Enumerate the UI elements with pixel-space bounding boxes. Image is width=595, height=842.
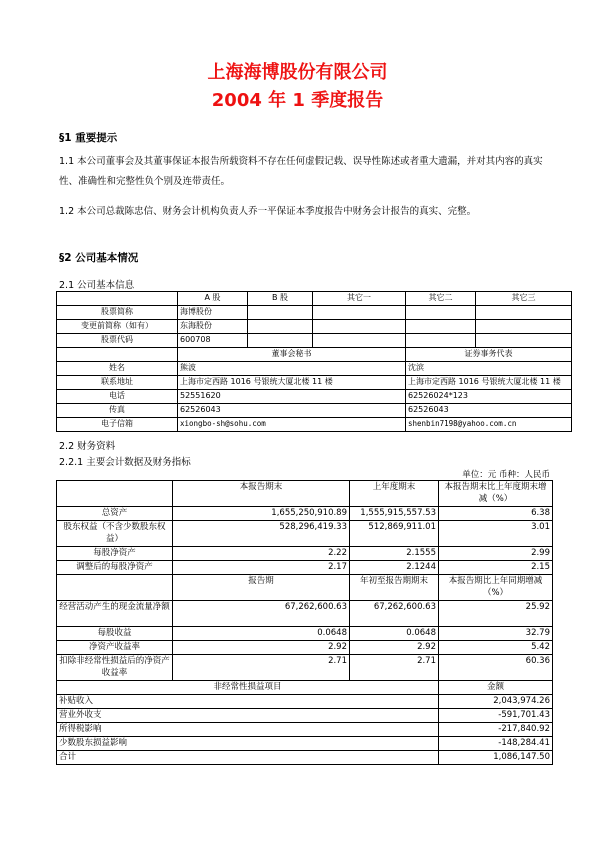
nonrec-amount: 2,043,974.26 — [439, 695, 553, 709]
email-label: 电子信箱 — [57, 418, 178, 432]
col-other-1: 其它一 — [313, 292, 406, 306]
currency-unit-note: 单位：元 币种：人民币 — [462, 470, 550, 480]
row-change: 6.38 — [439, 507, 553, 521]
paragraph-1-1: 1.1 本公司董事会及其董事保证本报告所载资料不存在任何虚假记载、误导性陈述或者重大遗漏，并对其内容的真实性、准确性和完整性负个别及连带责任。 — [59, 156, 543, 187]
rep-fax: 62526043 — [406, 404, 572, 418]
header-nonrecurring-items: 非经常性损益项目 — [57, 681, 439, 695]
nonrec-label: 所得税影响 — [57, 723, 439, 737]
phone-label: 电话 — [57, 390, 178, 404]
col-other-2: 其它二 — [406, 292, 476, 306]
financial-indicators-table — [56, 480, 553, 765]
address-label: 联系地址 — [57, 376, 178, 390]
col-a-share: A 股 — [178, 292, 248, 306]
prev-name-label: 变更前简称（如有） — [57, 320, 178, 334]
row-change: 2.15 — [439, 561, 553, 575]
row-change: 60.36 — [439, 655, 553, 681]
secretary-fax: 62526043 — [178, 404, 406, 418]
row-prev: 0.0648 — [350, 627, 439, 641]
row-label: 调整后的每股净资产 — [57, 561, 173, 575]
row-prev: 512,869,911.01 — [350, 521, 439, 547]
rep-email: shenbin7198@yahoo.com.cn — [406, 418, 572, 432]
col-b-share: B 股 — [248, 292, 313, 306]
row-label: 扣除非经常性损益后的净资产收益率 — [57, 655, 173, 681]
row-change: 5.42 — [439, 641, 553, 655]
row-prev: 2.1244 — [350, 561, 439, 575]
header-change-pct: 本报告期末比上年度期末增减（%） — [439, 481, 553, 507]
secretary-address: 上海市定西路 1016 号银统大厦北楼 11 楼 — [178, 376, 406, 390]
row-prev: 67,262,600.63 — [350, 601, 439, 627]
row-change: 32.79 — [439, 627, 553, 641]
row-current: 2.92 — [173, 641, 350, 655]
fax-label: 传真 — [57, 404, 178, 418]
header-prev-year-end: 上年度期末 — [350, 481, 439, 507]
header-amount: 金额 — [439, 681, 553, 695]
row-current: 528,296,419.33 — [173, 521, 350, 547]
row-label: 经营活动产生的现金流量净额 — [57, 601, 173, 627]
stock-code-label: 股票代码 — [57, 334, 178, 348]
nonrec-label: 少数股东损益影响 — [57, 737, 439, 751]
row-current: 1,655,250,910.89 — [173, 507, 350, 521]
row-current: 67,262,600.63 — [173, 601, 350, 627]
paragraph-1-2: 1.2 本公司总裁陈忠信、财务会计机构负责人乔一平保证本季度报告中财务会计报告的真实、完整。 — [59, 206, 477, 217]
row-prev: 2.92 — [350, 641, 439, 655]
row-prev: 1,555,915,557.53 — [350, 507, 439, 521]
secretary-email: xiongbo-sh@sohu.com — [178, 418, 406, 432]
row-prev: 2.1555 — [350, 547, 439, 561]
nonrec-amount: -217,840.92 — [439, 723, 553, 737]
secretary-phone: 52551620 — [178, 390, 406, 404]
row-current: 2.17 — [173, 561, 350, 575]
header-change-pct-2: 本报告期比上年同期增减（%） — [439, 575, 553, 601]
subsection-2-2: 2.2 财务资料 — [59, 441, 116, 452]
section-2-heading: §2 公司基本情况 — [59, 252, 139, 264]
company-title: 上海海博股份有限公司 — [207, 62, 388, 83]
header-ytd: 年初至报告期期末 — [350, 575, 439, 601]
row-current: 2.22 — [173, 547, 350, 561]
stock-name-label: 股票简称 — [57, 306, 178, 320]
row-label: 总资产 — [57, 507, 173, 521]
nonrec-amount: -148,284.41 — [439, 737, 553, 751]
subsection-2-2-1: 2.2.1 主要会计数据及财务指标 — [59, 457, 191, 468]
row-current: 2.71 — [173, 655, 350, 681]
subsection-2-1: 2.1 公司基本信息 — [59, 280, 135, 291]
company-info-table — [56, 291, 572, 432]
col-other-3: 其它三 — [476, 292, 572, 306]
name-label: 姓名 — [57, 362, 178, 376]
row-label: 净资产收益率 — [57, 641, 173, 655]
rep-header: 证券事务代表 — [406, 348, 572, 362]
nonrec-amount: -591,701.43 — [439, 709, 553, 723]
stock-code-value: 600708 — [178, 334, 248, 348]
secretary-header: 董事会秘书 — [178, 348, 406, 362]
row-label: 股东权益（不含少数股东权益） — [57, 521, 173, 547]
rep-name: 沈滨 — [406, 362, 572, 376]
prev-name-value: 东海股份 — [178, 320, 248, 334]
nonrec-label: 营业外收支 — [57, 709, 439, 723]
rep-phone: 62526024*123 — [406, 390, 572, 404]
row-change: 2.99 — [439, 547, 553, 561]
nonrec-label: 合计 — [57, 751, 439, 765]
nonrec-label: 补贴收入 — [57, 695, 439, 709]
header-report-period: 报告期 — [173, 575, 350, 601]
rep-address: 上海市定西路 1016 号银统大厦北楼 11 楼 — [406, 376, 572, 390]
row-change: 25.92 — [439, 601, 553, 627]
report-title: 2004 年 1 季度报告 — [211, 90, 384, 111]
secretary-name: 熊波 — [178, 362, 406, 376]
row-label: 每股净资产 — [57, 547, 173, 561]
row-label: 每股收益 — [57, 627, 173, 641]
nonrec-amount: 1,086,147.50 — [439, 751, 553, 765]
row-prev: 2.71 — [350, 655, 439, 681]
stock-name-value: 海博股份 — [178, 306, 248, 320]
section-1-heading: §1 重要提示 — [59, 132, 118, 144]
row-current: 0.0648 — [173, 627, 350, 641]
row-change: 3.01 — [439, 521, 553, 547]
header-current-period-end: 本报告期末 — [173, 481, 350, 507]
